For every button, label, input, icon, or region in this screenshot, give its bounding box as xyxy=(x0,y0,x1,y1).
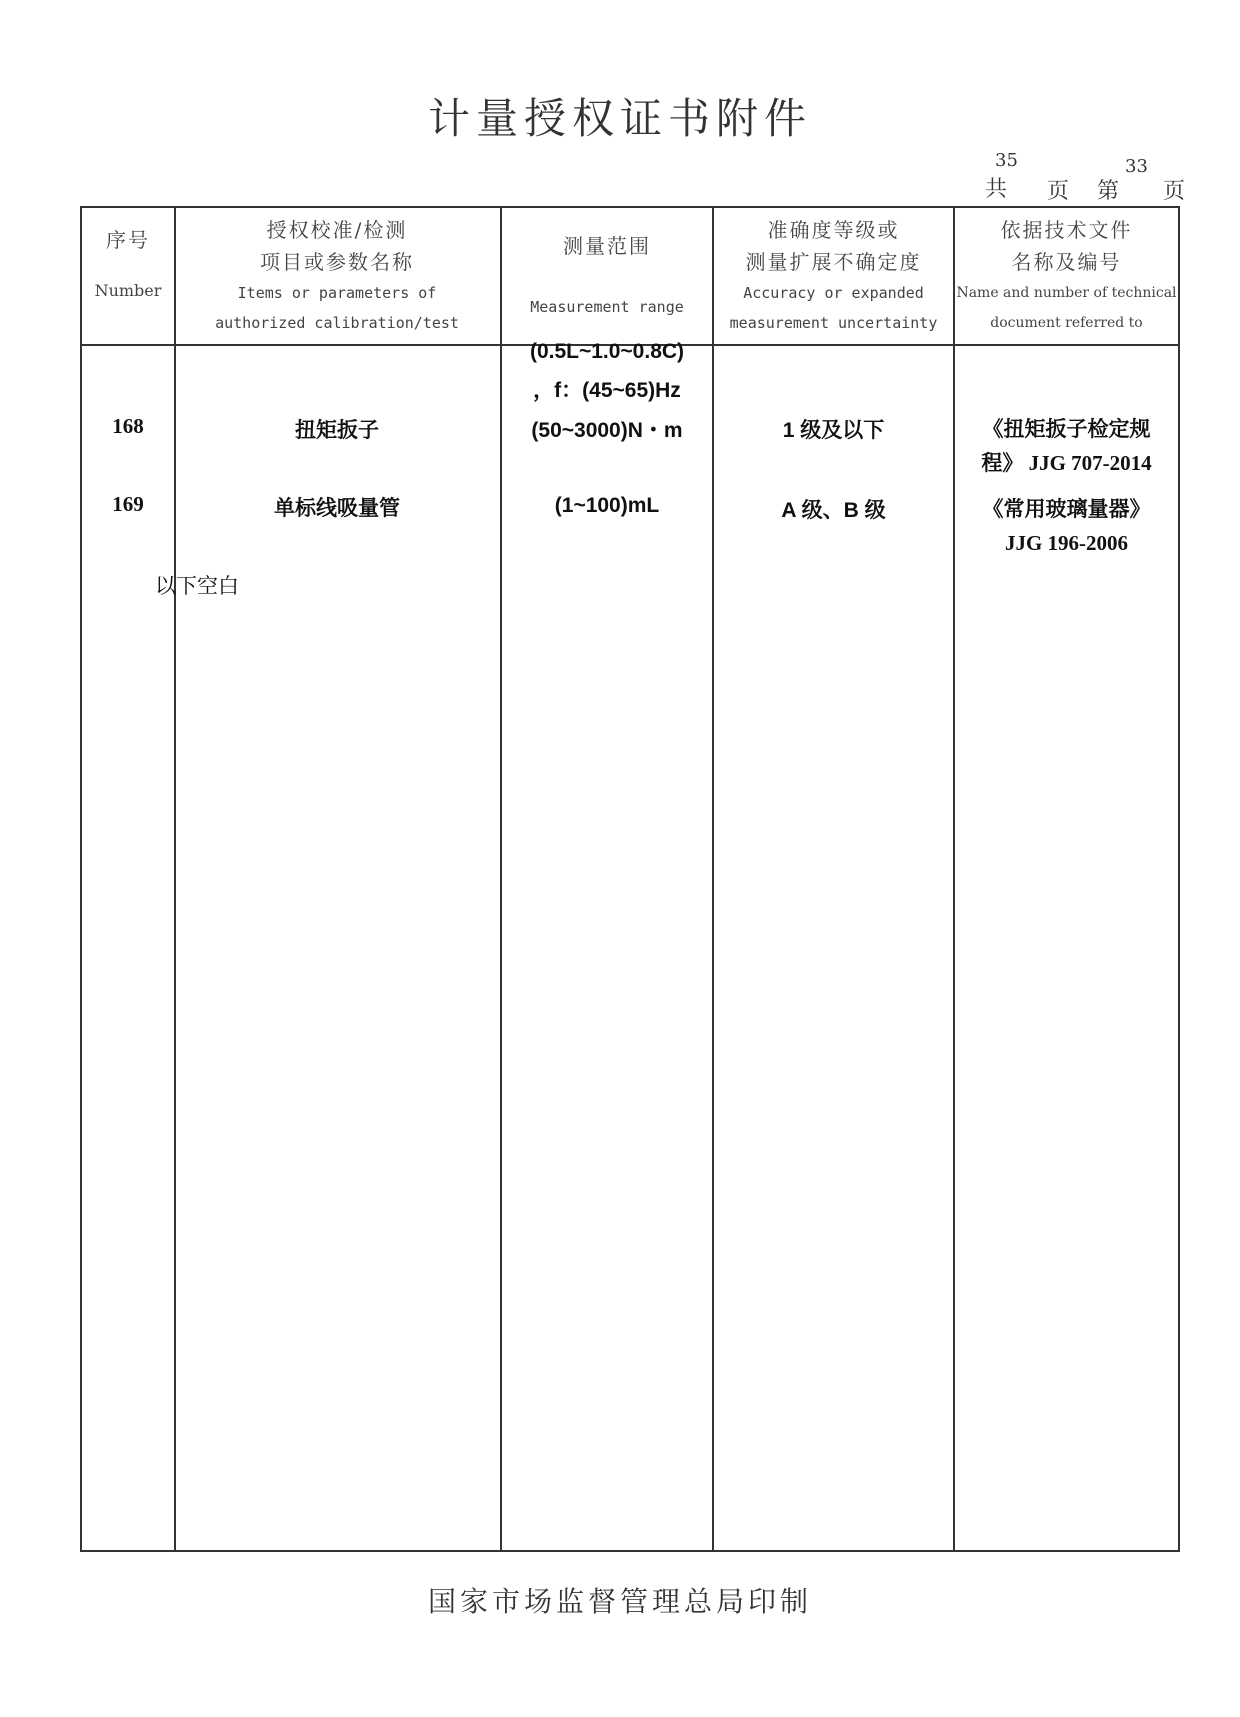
header-document-en1: Name and number of technical xyxy=(956,285,1177,301)
page-counter xyxy=(985,150,1186,204)
row-number: 168 xyxy=(112,414,144,438)
header-accuracy-en2: measurement uncertainty xyxy=(729,314,938,332)
document-title: 计量授权证书附件 xyxy=(427,94,812,143)
current-page: 33 xyxy=(1125,156,1148,177)
issuer-footer: 国家市场监督管理总局印制 xyxy=(427,1585,812,1618)
header-items-en1: Items or parameters of xyxy=(237,284,437,302)
carryover-range-line1: (0.5L~1.0~0.8C) xyxy=(529,340,685,363)
row-range: (50~3000)N・m xyxy=(531,419,683,442)
row-number: 169 xyxy=(112,492,144,516)
pager-gong: 共 xyxy=(985,177,1008,202)
blank-below-note: 以下空白 xyxy=(155,575,239,598)
pager-di: 第 xyxy=(1097,179,1120,204)
row-document-line2: JJG 196-2006 xyxy=(1004,531,1129,555)
total-pages: 35 xyxy=(995,150,1018,171)
row-item: 扭矩扳子 xyxy=(295,419,379,442)
row-document xyxy=(955,412,1178,480)
authorization-table xyxy=(80,206,1180,1552)
column-divider xyxy=(174,208,176,1550)
row-accuracy: A 级、B 级 xyxy=(781,499,886,522)
column-divider xyxy=(953,208,955,1550)
header-items-cn2: 项目或参数名称 xyxy=(260,250,414,274)
header-document xyxy=(955,208,1178,350)
header-items-en2: authorized calibration/test xyxy=(215,314,459,332)
header-number-cn: 序号 xyxy=(106,228,150,252)
header-range-en: Measurement range xyxy=(530,298,684,316)
pager-ye2: 页 xyxy=(1163,179,1186,204)
header-document-cn2: 名称及编号 xyxy=(1011,250,1122,274)
column-divider xyxy=(500,208,502,1550)
row-document-line1: 《常用玻璃量器》 xyxy=(982,497,1151,521)
header-number xyxy=(82,208,174,360)
header-accuracy-cn2: 测量扩展不确定度 xyxy=(745,250,922,274)
header-items xyxy=(174,208,500,350)
row-document xyxy=(955,492,1178,560)
header-number-en: Number xyxy=(94,281,162,300)
row-item: 单标线吸量管 xyxy=(274,497,400,520)
header-items-cn1: 授权校准/检测 xyxy=(266,218,408,242)
column-divider xyxy=(712,208,714,1550)
header-accuracy-cn1: 准确度等级或 xyxy=(767,218,900,242)
row-accuracy: 1 级及以下 xyxy=(782,419,885,442)
row-document-line1: 《扭矩扳子检定规 xyxy=(982,417,1151,441)
pager-ye1: 页 xyxy=(1047,179,1070,204)
carryover-range-line2: ，f：(45~65)Hz xyxy=(533,379,681,402)
header-accuracy xyxy=(714,208,953,350)
header-range-cn: 测量范围 xyxy=(563,234,651,258)
row-document-line2: 程》 JJG 707-2014 xyxy=(981,451,1152,475)
row-range: (1~100)mL xyxy=(554,494,660,517)
header-document-en2: document referred to xyxy=(990,315,1143,331)
header-accuracy-en1: Accuracy or expanded xyxy=(743,284,924,302)
header-document-cn1: 依据技术文件 xyxy=(1000,218,1133,242)
